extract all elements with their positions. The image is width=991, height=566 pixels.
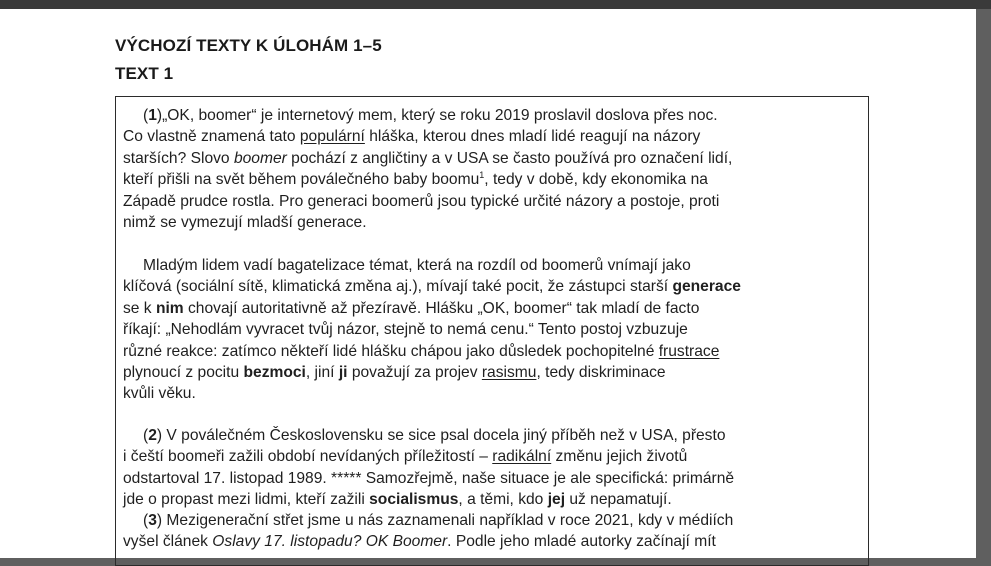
- text-run: , jiní: [305, 364, 339, 382]
- bold-word: nim: [155, 299, 184, 317]
- section-heading: VÝCHOZÍ TEXTY K ÚLOHÁM 1–5: [115, 36, 382, 55]
- text-line: Západě prudce rostla. Pro generaci boomerů jsou typické určité názory a postoje, proti: [123, 192, 720, 210]
- text-line: [123, 126, 863, 147]
- text-line: [123, 148, 863, 169]
- text-run: , a těmi, kdo: [458, 491, 548, 509]
- footnote-marker: 1: [479, 170, 485, 181]
- paragraph-1: [123, 105, 863, 233]
- text-run: změnu jejich životů: [551, 448, 688, 466]
- text-run: , tedy v době, kdy ekonomika na: [484, 171, 708, 189]
- text-run: , tedy diskriminace: [536, 364, 666, 382]
- underlined-word: populární: [299, 128, 365, 146]
- viewer-top-bar: [0, 0, 991, 9]
- text-run: „OK, boomer“ je internetový mem, který se roku 2019 proslavil doslova přes noc.: [162, 107, 718, 124]
- text-line: [123, 276, 863, 297]
- text-run: i čeští boomeři zažili období nevídaných příležitostí –: [123, 448, 493, 466]
- underlined-word: rasismu: [481, 364, 537, 382]
- text-run: Co vlastně znamená tato: [123, 128, 300, 146]
- text-line: kvůli věku.: [123, 385, 196, 403]
- bold-word: ji: [338, 364, 348, 382]
- bold-word: jej: [547, 491, 566, 509]
- italic-word: boomer: [233, 149, 287, 167]
- text-run: různé reakce: zatímco někteří lidé hlášku chápou jako důsledek pochopitelné: [123, 342, 659, 360]
- text-run: se k: [123, 299, 156, 317]
- text-run: klíčová (sociální sítě, klimatická změna aj.), mívají také pocit, že zástupci starší: [123, 278, 673, 296]
- text-line: [123, 341, 863, 362]
- bold-word: socialismus: [369, 491, 459, 509]
- text-run: jde o propast mezi lidmi, kteří zažili: [123, 491, 370, 509]
- paragraph-1-continued: [123, 255, 863, 405]
- text-line: [123, 446, 863, 467]
- text-run: . Podle jeho mladé autorky začínají mít: [447, 533, 716, 551]
- text-line: [123, 362, 863, 383]
- text-run: hláška, kterou dnes mladí lidé reagují na názory: [364, 128, 701, 146]
- viewer-side-gutter: [976, 9, 991, 558]
- text-run: vyšel článek: [123, 533, 213, 551]
- paragraph-3: [123, 510, 863, 553]
- italic-title: Oslavy 17. listopadu? OK Boomer: [212, 533, 448, 551]
- underlined-word: radikální: [492, 448, 552, 466]
- text-run: starších? Slovo: [123, 149, 234, 167]
- text-run: chovají autoritativně až přezíravě. Hlášku „OK, boomer“ tak mladí de facto: [183, 299, 700, 317]
- text-run: Mezigenerační střet jsme u nás zaznamenali například v roce 2021, kdy v médiích: [162, 512, 734, 529]
- text-run: pochází z angličtiny a v USA se často používá pro označení lidí,: [286, 149, 733, 167]
- paragraph-number: 3: [148, 512, 157, 529]
- bold-word: bezmoci: [243, 364, 306, 382]
- paragraph-number: 1: [148, 107, 157, 124]
- text-label: TEXT 1: [115, 64, 174, 83]
- text-line: Mladým lidem vadí bagatelizace témat, která na rozdíl od boomerů vnímají jako: [143, 257, 691, 274]
- paragraph-number: 2: [148, 427, 157, 444]
- text-line: [123, 298, 863, 319]
- text-line: [123, 169, 863, 190]
- text-run: V poválečném Československu se sice psal docela jiný příběh než v USA, přesto: [162, 427, 726, 444]
- text-line: (3) Mezigenerační střet jsme u nás zaznamenali například v roce 2021, kdy v médiích: [143, 512, 734, 529]
- text-line: [123, 489, 863, 510]
- underlined-word: frustrace: [658, 342, 720, 360]
- text-run: plynoucí z pocitu: [123, 364, 244, 382]
- text-line: odstartoval 17. listopad 1989. ***** Samozřejmě, naše situace je ale specifická: primárně: [123, 469, 735, 487]
- text-line: nimž se vymezují mladší generace.: [123, 214, 367, 232]
- paragraph-2: [123, 425, 863, 511]
- text-run: považují za projev: [347, 364, 482, 382]
- text-run: už nepamatují.: [565, 491, 672, 509]
- text-line: (1)„OK, boomer“ je internetový mem, který se roku 2019 proslavil doslova přes noc.: [143, 107, 718, 124]
- text-line: [123, 531, 863, 552]
- text-run: kteří přišli na svět během poválečného baby boomu: [123, 171, 480, 189]
- text-line: (2) V poválečném Československu se sice psal docela jiný příběh než v USA, přesto: [143, 427, 726, 444]
- bold-word: generace: [672, 278, 741, 296]
- text-line: říkají: „Nehodlám vyvracet tvůj názor, stejně to nemá cenu.“ Tento postoj vzbuzuje: [123, 321, 688, 339]
